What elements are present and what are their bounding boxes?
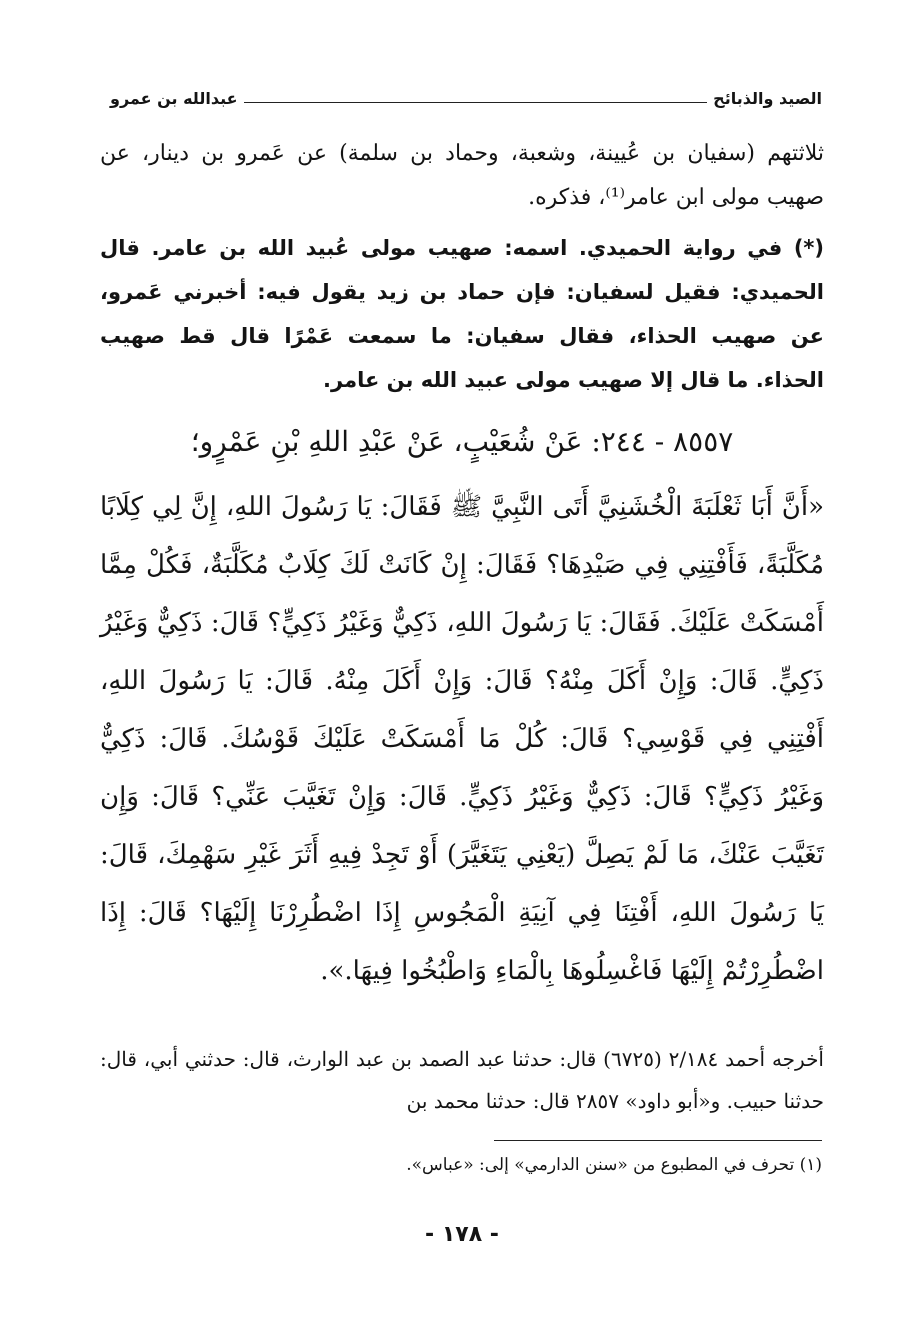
page-number: - ١٧٨ - — [425, 1222, 499, 1247]
running-header — [110, 78, 822, 118]
footnote: (١) تحرف في المطبوع من «سنن الدارمي» إلى: «عباس». — [406, 1155, 822, 1175]
intro-paragraph: ثلاثتهم (سفيان بن عُيينة، وشعبة، وحماد بن سلمة) عن عَمرو بن دينار، عن صهيب مولى ابن عامر⁽¹⁾، فذكره. — [100, 141, 824, 210]
footnote-rule — [494, 1140, 822, 1141]
hadith-heading: ٨٥٥٧ - ٢٤٤: عَنْ شُعَيْبٍ، عَنْ عَبْدِ اللهِ بْنِ عَمْرٍو؛ — [190, 425, 734, 458]
section-title: عبدالله بن عمرو — [110, 88, 238, 108]
hadith-text: «أَنَّ أَبَا ثَعْلَبَةَ الْخُشَنِيَّ أَتَى النَّبِيَّ ﷺ فَقَالَ: يَا رَسُولَ اللهِ، إِنَّ لِي كِلَابًا مُكَلَّبَةً، فَأَفْتِنِي فِي صَيْدِهَا؟ فَقَالَ: إِنْ كَانَتْ لَكَ كِلَابٌ مُكَلَّبَةٌ، فَكُلْ مِمَّا أَمْسَكَتْ عَلَيْكَ. فَقَالَ: يَا رَسُولَ اللهِ، ذَكِيٌّ وَغَيْرُ ذَكِيٍّ؟ قَالَ: ذَكِيٌّ وَغَيْرُ ذَكِيٍّ. قَالَ: وَإِنْ أَكَلَ مِنْهُ؟ قَالَ: وَإِنْ أَكَلَ مِنْهُ. قَالَ: يَا رَسُولَ اللهِ، أَفْتِنِي فِي قَوْسِي؟ قَالَ: كُلْ مَا أَمْسَكَتْ عَلَيْكَ قَوْسُكَ. قَالَ: ذَكِيٌّ وَغَيْرُ ذَكِيٍّ؟ قَالَ: ذَكِيٌّ وَغَيْرُ ذَكِيٍّ. قَالَ: وَإِنْ تَغَيَّبَ عَنِّي؟ قَالَ: وَإِن تَغَيَّبَ عَنْكَ، مَا لَمْ يَصِلَّ (يَعْنِي يَتَغَيَّرَ) أَوْ تَجِدْ فِيهِ أَثَرَ غَيْرِ سَهْمِكَ، قَالَ: يَا رَسُولَ اللهِ، أَفْتِنَا فِي آنِيَةِ الْمَجُوسِ إِذَا اضْطُرِرْنَا إِلَيْهَا؟ قَالَ: إِذَا اضْطُرِرْتُمْ إِلَيْهَا فَاغْسِلُوهَا بِالْمَاءِ وَاطْبُخُوا فِيهَا.». — [100, 492, 824, 986]
note-paragraph: (*) في رواية الحميدي. اسمه: صهيب مولى عُبيد الله بن عامر. قال الحميدي: فقيل لسفيان: فإن حماد بن زيد يقول فيه: أخبرني عَمرو، عن صهيب الحذاء، فقال سفيان: ما سمعت عَمْرًا قال قط صهيب الحذاء. ما قال إلا صهيب مولى عبيد الله بن عامر. — [100, 236, 824, 392]
header-rule — [244, 102, 708, 103]
takhrij-paragraph: أخرجه أحمد ٢/١٨٤ (٦٧٢٥) قال: حدثنا عبد الصمد بن عبد الوارث، قال: حدثني أبي، قال: حدثنا حبيب. و«أبو داود» ٢٨٥٧ قال: حدثنا محمد بن — [100, 1047, 824, 1113]
chapter-title: الصيد والذبائح — [713, 88, 822, 108]
